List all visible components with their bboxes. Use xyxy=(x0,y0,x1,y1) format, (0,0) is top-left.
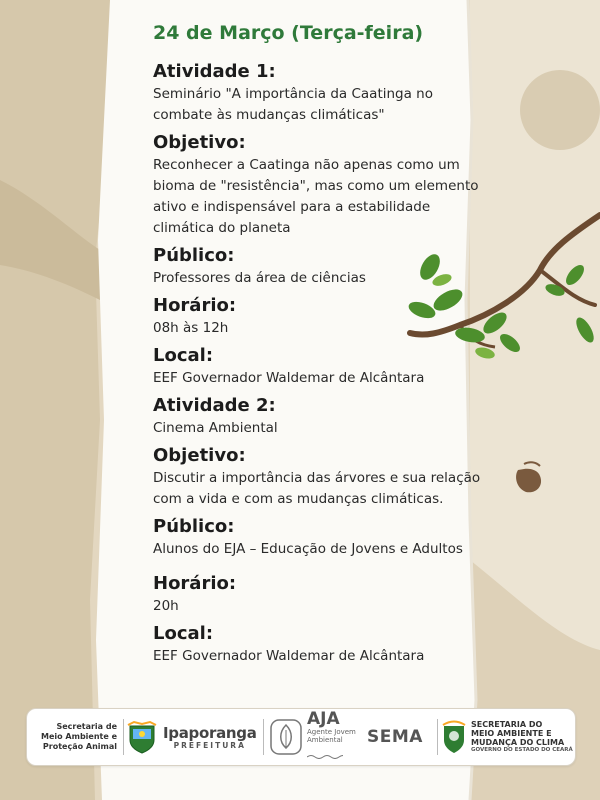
state-government-label: GOVERNO DO ESTADO DO CEARÁ xyxy=(471,747,573,753)
objective-label: Objetivo: xyxy=(153,132,246,153)
municipal-secretariat-line1: Secretaria de xyxy=(56,722,117,731)
municipal-secretariat-line3: Proteção Animal xyxy=(42,742,117,751)
municipal-secretariat-line2: Meio Ambiente e xyxy=(41,732,117,741)
audience-text: Alunos do EJA – Educação de Jovens e Adultos xyxy=(153,541,463,557)
audience-text: Professores da área de ciências xyxy=(153,270,366,286)
time-label: Horário: xyxy=(153,295,237,316)
activity-title: Atividade 2: xyxy=(153,395,276,416)
wave-icon xyxy=(307,754,343,759)
city-name-block xyxy=(163,709,257,765)
city-crest-icon xyxy=(125,720,159,754)
time-label: Horário: xyxy=(153,573,237,594)
leaf-badge-icon xyxy=(269,718,303,756)
state-secretariat-line1: SECRETARIA DO xyxy=(471,720,543,729)
state-crest-icon xyxy=(441,720,467,754)
audience-label: Público: xyxy=(153,245,235,266)
time-text: 20h xyxy=(153,598,179,614)
aja-name: AJA xyxy=(307,709,340,729)
objective-text: Reconhecer a Caatinga não apenas como um bioma de "resistência", mas como um elemento ativo e indispensável para a estabilidade climática do planeta xyxy=(153,157,479,236)
state-secretariat-logo xyxy=(441,709,573,765)
city-name: Ipaporanga xyxy=(163,723,257,742)
event-date: 24 de Março (Terça-feira) xyxy=(153,22,424,44)
objective-text: Discutir a importância das árvores e sua relação com a vida e com as mudanças climáticas. xyxy=(153,470,481,507)
state-secretariat-line2: MEIO AMBIENTE E xyxy=(471,729,552,738)
place-label: Local: xyxy=(153,623,214,644)
place-text: EEF Governador Waldemar de Alcântara xyxy=(153,648,425,664)
state-secretariat-line3: MUDANÇA DO CLIMA xyxy=(471,738,565,747)
pot-illustration xyxy=(510,460,550,496)
audience-label: Público: xyxy=(153,516,235,537)
activity-2 xyxy=(153,394,483,667)
aja-logo xyxy=(269,709,356,765)
municipal-secretariat-logo xyxy=(37,709,117,765)
activity-title: Atividade 1: xyxy=(153,61,276,82)
footer-divider xyxy=(123,719,124,755)
place-label: Local: xyxy=(153,345,214,366)
city-subtitle: PREFEITURA xyxy=(173,740,246,750)
sema-logo xyxy=(367,709,423,765)
aja-subtitle-line2: Ambiental xyxy=(307,736,343,744)
activity-name: Cinema Ambiental xyxy=(153,420,278,436)
sema-name: SEMA xyxy=(367,727,423,747)
activity-name: Seminário "A importância da Caatinga no combate às mudanças climáticas" xyxy=(153,86,433,123)
activity-1 xyxy=(153,60,483,389)
footer-logos-bar xyxy=(26,708,576,766)
aja-subtitle-line1: Agente Jovem xyxy=(307,728,356,736)
place-text: EEF Governador Waldemar de Alcântara xyxy=(153,370,425,386)
footer-divider xyxy=(263,719,264,755)
footer-divider xyxy=(437,719,438,755)
time-text: 08h às 12h xyxy=(153,320,229,336)
schedule-content xyxy=(153,22,483,672)
objective-label: Objetivo: xyxy=(153,445,246,466)
city-logo xyxy=(125,709,159,765)
